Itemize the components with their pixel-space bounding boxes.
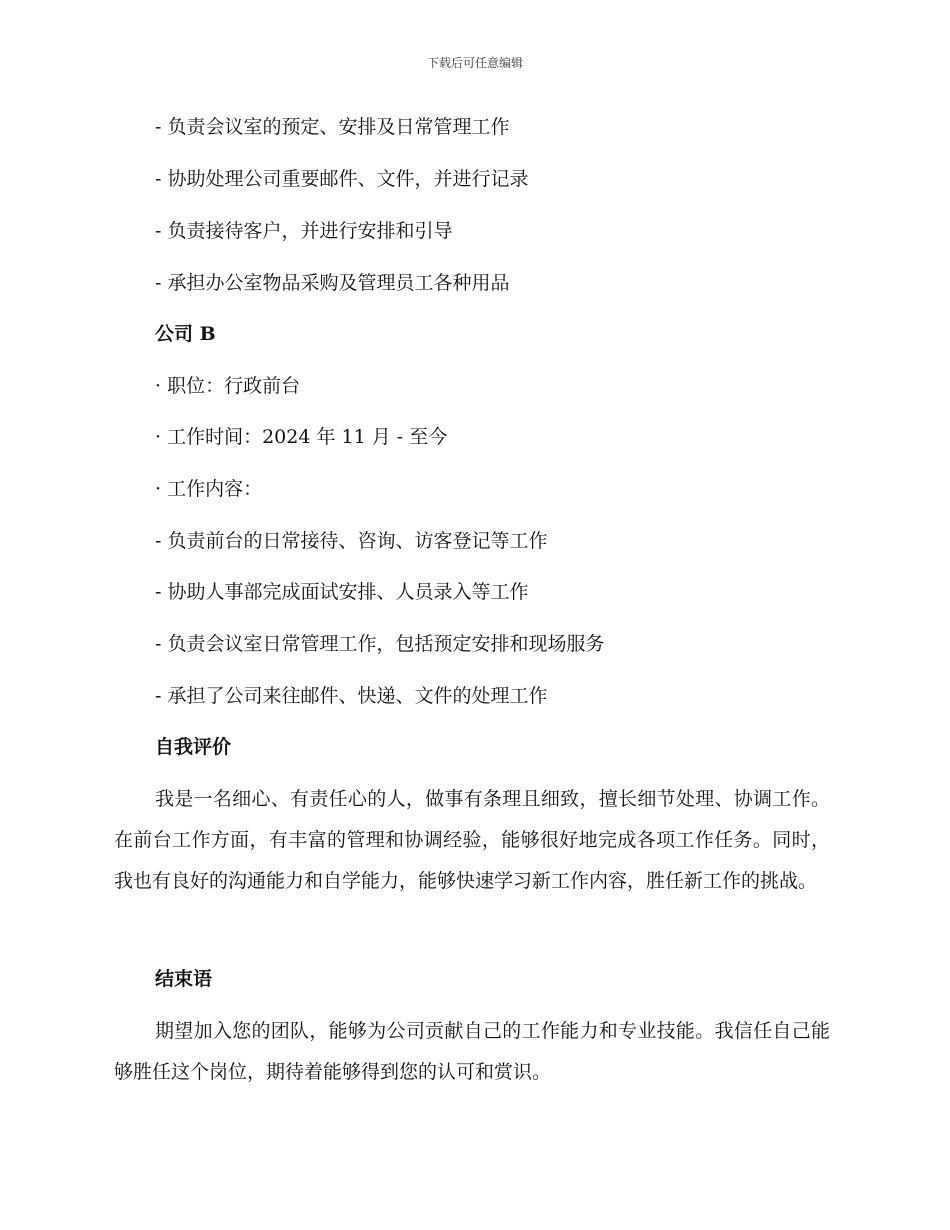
self-evaluation-title: 自我评价 [155, 736, 232, 758]
company-a-task-3: - 负责接待客户，并进行安排和引导 [155, 220, 453, 242]
closing-title: 结束语 [155, 968, 213, 990]
company-b-task-4: - 承担了公司来往邮件、快递、文件的处理工作 [155, 685, 548, 707]
closing-paragraph: 期望加入您的团队，能够为公司贡献自己的工作能力和专业技能。我信任自己能够胜任这个岗位，期待着能够得到您的认可和赏识。 [114, 1020, 830, 1083]
company-a-task-4: - 承担办公室物品采购及管理员工各种用品 [155, 272, 510, 294]
company-b-content-label: · 工作内容： [155, 478, 263, 500]
header-note: 下载后可任意编辑 [426, 56, 523, 70]
company-b-task-2: - 协助人事部完成面试安排、人员录入等工作 [155, 581, 529, 603]
company-b-task-3: - 负责会议室日常管理工作，包括预定安排和现场服务 [155, 633, 605, 655]
company-b-time: · 工作时间：2024 年 11 月 - 至今 [155, 426, 448, 448]
self-evaluation-paragraph: 我是一名细心、有责任心的人，做事有条理且细致，擅长细节处理、协调工作。在前台工作方面，有丰富的管理和协调经验，能够很好地完成各项工作任务。同时，我也有良好的沟通能力和自学能力，能够快速学习新工作内容，胜任新工作的挑战。 [114, 788, 830, 892]
company-a-task-1: - 负责会议室的预定、安排及日常管理工作 [155, 116, 510, 138]
company-b-title: 公司 B [155, 323, 216, 345]
company-b-position: · 职位：行政前台 [155, 375, 301, 397]
company-a-task-2: - 协助处理公司重要邮件、文件，并进行记录 [155, 168, 529, 190]
company-b-task-1: - 负责前台的日常接待、咨询、访客登记等工作 [155, 530, 548, 552]
